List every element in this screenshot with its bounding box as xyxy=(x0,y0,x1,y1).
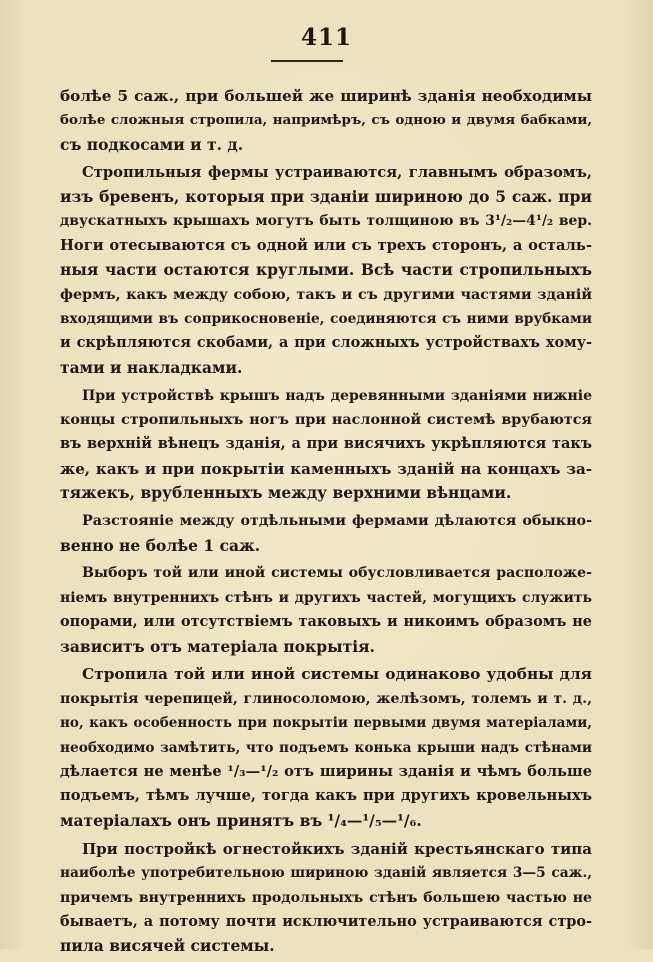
text-line: покрытія черепицей, глиносоломою, желѣзомъ, толемъ и т. д., xyxy=(60,690,592,707)
text-line: изъ бревенъ, которыя при зданіи шириною до 5 саж. при xyxy=(60,187,592,207)
text-line: подъемъ, тѣмъ лучше, тогда какъ при другихъ кровельныхъ xyxy=(60,787,592,805)
text-line: зависитъ отъ матеріала покрытія. xyxy=(60,636,375,656)
text-line: тами и накладками. xyxy=(60,357,243,377)
text-line: Стропила той или иной системы одинаково удобны для xyxy=(82,665,592,684)
paragraph xyxy=(60,561,592,659)
page-number-underline xyxy=(271,60,343,62)
text-line: венно не болѣе 1 саж. xyxy=(60,535,261,555)
text-line: но, какъ особенность при покрытіи первыми двумя матеріалами, xyxy=(60,715,592,732)
paragraph xyxy=(60,509,592,558)
text-line: входящими въ соприкосновеніе, соединяются съ ними врубками xyxy=(60,311,592,328)
text-line: Стропильныя фермы устраиваются, главнымъ образомъ, xyxy=(82,163,592,181)
text-line: причемъ внутреннихъ продольныхъ стѣнъ большею частью не xyxy=(60,889,592,906)
page-number: 411 xyxy=(300,24,352,51)
paragraph xyxy=(60,161,592,381)
text-line: болѣе 5 саж., при большей же ширинѣ зданія необходимы xyxy=(60,87,592,105)
text-line: бываетъ, а потому почти исключительно устраиваются стро- xyxy=(60,912,592,930)
paragraph xyxy=(60,384,592,506)
text-line: ныя части остаются круглыми. Всѣ части стропильныхъ xyxy=(60,260,592,280)
text-line: ніемъ внутреннихъ стѣнъ и другихъ частей, могущихъ служить xyxy=(60,589,592,606)
text-line: и скрѣпляются скобами, а при сложныхъ устройствахъ хому- xyxy=(60,334,592,352)
text-body xyxy=(60,84,592,962)
paragraph xyxy=(60,662,592,833)
text-line: съ подкосами и т. д. xyxy=(60,134,244,154)
text-line: При устройствѣ крышъ надъ деревянными зданіями нижніе xyxy=(82,387,592,404)
text-line: При постройкѣ огнестойкихъ зданій крестьянскаго типа xyxy=(82,839,592,858)
text-line: же, какъ и при покрытіи каменныхъ зданій на концахъ за- xyxy=(60,459,592,478)
text-line: матеріалахъ онъ принятъ въ ¹/₄—¹/₅—¹/₆. xyxy=(60,810,422,830)
text-line: фермъ, какъ между собою, такъ и съ другими частями зданій xyxy=(60,286,592,303)
text-line: Выборъ той или иной системы обусловливается расположе- xyxy=(82,565,592,582)
text-line: наиболѣе употребительною шириною зданій является 3—5 саж., xyxy=(60,865,592,882)
text-line: тяжекъ, врубленныхъ между верхними вѣнцами. xyxy=(60,483,512,503)
text-line: концы стропильныхъ ногъ при наслонной системѣ врубаются xyxy=(60,412,592,429)
text-line: въ верхній вѣнецъ зданія, а при висячихъ укрѣпляются такъ xyxy=(60,435,592,453)
text-line: пила висячей системы. xyxy=(60,936,275,956)
paragraph xyxy=(60,837,592,959)
text-line: необходимо замѣтить, что подъемъ конька крыши надъ стѣнами xyxy=(60,739,592,756)
text-line: двускатныхъ крышахъ могутъ быть толщиною въ 3¹/₂—4¹/₂ вер. xyxy=(60,213,592,230)
text-line: дѣлается не менѣе ¹/₃—¹/₂ отъ ширины зданія и чѣмъ больше xyxy=(60,763,592,781)
text-line: Ноги отесываются съ одной или съ трехъ сторонъ, а осталь- xyxy=(60,236,592,254)
paragraph xyxy=(60,84,592,157)
text-line: болѣе сложныя стропила, напримѣръ, съ одною и двумя бабками, xyxy=(60,112,592,129)
text-line: Разстояніе между отдѣльными фермами дѣлаются обыкно- xyxy=(82,513,592,530)
text-line: опорами, или отсутствіемъ таковыхъ и никоимъ образомъ не xyxy=(60,613,592,631)
